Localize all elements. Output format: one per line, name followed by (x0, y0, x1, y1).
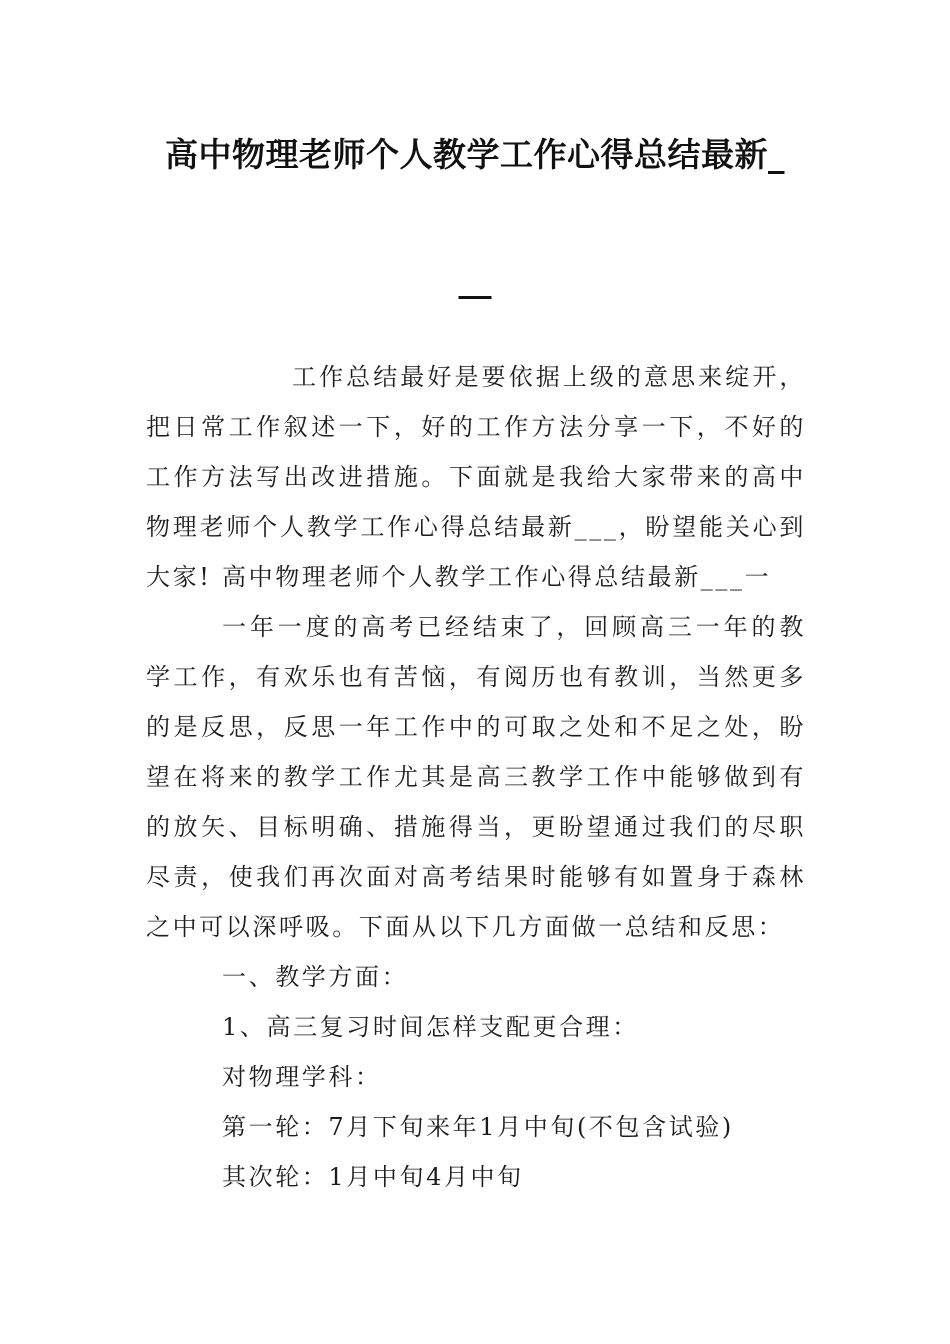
physics-subject-label: 对物理学科： (222, 1063, 382, 1091)
review-time-heading: 1、高三复习时间怎样支配更合理： (222, 1013, 639, 1041)
body-paragraph: 一年一度的高考已经结束了，回顾高三一年的教学工作，有欢乐也有苦恼，有阅历也有教训，当然更多的是反思，反思一年工作中的可取之处和不足之处，盼望在将来的教学工作尤其是高三教学工作中能够做到有的放矢、目标明确、措施得当，更盼望通过我们的尽职尽责，使我们再次面对高考结果时能够有如置身于森林之中可以深呼吸。下面从以下几方面做一总结和反思： (146, 613, 806, 941)
first-round-line: 第一轮：7月下旬来年1月中旬(不包含试验) (222, 1113, 734, 1141)
second-round-line: 其次轮：1月中旬4月中旬 (222, 1163, 524, 1191)
teaching-aspect-heading: 一、教学方面： (222, 963, 409, 991)
document-title: 高中物理老师个人教学工作心得总结最新_ (165, 135, 785, 174)
document-title-continuation: __ (458, 260, 492, 299)
section-heading: 高中物理老师个人教学工作心得总结最新___一 (222, 563, 772, 591)
intro-paragraph: 工作总结最好是要依据上级的意思来绽开，把日常工作叙述一下，好的工作方法分享一下，不好的工作方法写出改进措施。下面就是我给大家带来的高中物理老师个人教学工作心得总结最新___，盼望能关心到大家! (146, 363, 806, 591)
